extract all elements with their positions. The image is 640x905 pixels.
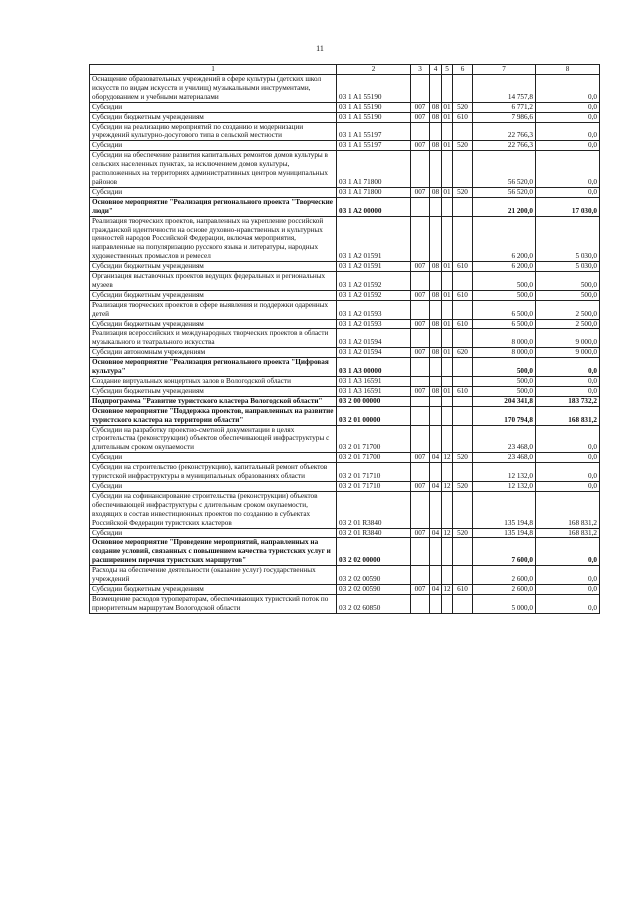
- table-row: [90, 538, 600, 566]
- row-grbs-cell: 007: [411, 348, 430, 358]
- table-row: [90, 386, 600, 396]
- row-amount-2020-cell: 5 030,0: [536, 262, 600, 272]
- row-pr-cell: [442, 425, 453, 453]
- row-code-cell: 03 1 A2 01593: [337, 319, 411, 329]
- table-row: [90, 491, 600, 528]
- row-amount-2019-cell: 6 500,0: [473, 319, 536, 329]
- row-name-cell: Субсидии: [90, 187, 337, 197]
- row-rz-cell: 04: [430, 481, 442, 491]
- row-amount-2020-cell: 0,0: [536, 594, 600, 613]
- header-cell-8: 8: [536, 65, 600, 75]
- row-amount-2020-cell: 0,0: [536, 122, 600, 141]
- row-amount-2019-cell: 22 766,3: [473, 141, 536, 151]
- row-amount-2020-cell: 0,0: [536, 481, 600, 491]
- row-pr-cell: [442, 300, 453, 319]
- row-vr-cell: 520: [453, 102, 473, 112]
- table-row: [90, 594, 600, 613]
- row-amount-2019-cell: 8 000,0: [473, 329, 536, 348]
- row-amount-2019-cell: 56 520,0: [473, 187, 536, 197]
- row-amount-2019-cell: 170 794,8: [473, 406, 536, 425]
- row-grbs-cell: 007: [411, 319, 430, 329]
- row-name-cell: Субсидии бюджетным учреждениям: [90, 319, 337, 329]
- row-amount-2019-cell: 6 500,0: [473, 300, 536, 319]
- row-pr-cell: 01: [443, 141, 451, 150]
- row-code-cell: 03 1 A3 16591: [337, 386, 411, 396]
- row-code-cell: 03 2 01 R3840: [337, 528, 411, 538]
- table-row: [90, 151, 600, 188]
- row-name-cell: Основное мероприятие "Реализация регионального проекта "Цифровая культура": [90, 358, 337, 377]
- row-name-cell: Субсидии на строительство (реконструкцию), капитальный ремонт объектов туристской инфраструктуры в муниципальных образованиях области: [90, 463, 337, 482]
- table-row: [90, 319, 600, 329]
- row-name-cell: Субсидии: [90, 528, 337, 538]
- row-rz-cell: 08: [430, 112, 442, 122]
- row-rz-cell: 04: [430, 584, 442, 594]
- row-vr-cell: [453, 197, 473, 216]
- table-row: [90, 425, 600, 453]
- row-amount-2020-cell: 500,0: [536, 272, 600, 291]
- row-pr-cell: 12: [443, 584, 451, 593]
- table-row: [90, 377, 600, 387]
- row-code-cell: 03 2 02 60850: [337, 594, 411, 613]
- header-cell-2: 2: [337, 65, 411, 75]
- row-name-cell: Субсидии на реализацию мероприятий по созданию и модернизации учреждений культурно-досугового типа в сельской местности: [90, 122, 337, 141]
- row-amount-2020-cell: 0,0: [536, 151, 600, 188]
- table-row: [90, 463, 600, 482]
- table-row: [90, 481, 600, 491]
- row-pr-cell: [442, 75, 453, 103]
- row-name-cell: Расходы на обеспечение деятельности (оказание услуг) государственных учреждений: [90, 566, 337, 585]
- row-name-cell: Субсидии на обеспечение развития капитальных ремонтов домов культуры в сельских населенных пунктах, за исключением домов культуры, расположенных на территориях административных центров муниципальных районов: [90, 151, 337, 188]
- row-name-cell: Субсидии бюджетным учреждениям: [90, 290, 337, 300]
- row-amount-2019-cell: 14 757,8: [473, 75, 536, 103]
- row-amount-2020-cell: 168 831,2: [536, 406, 600, 425]
- table-row: [90, 187, 600, 197]
- row-amount-2020-cell: 9 000,0: [536, 348, 600, 358]
- row-code-cell: 03 1 A1 71800: [337, 187, 411, 197]
- row-rz-cell: [430, 122, 442, 141]
- row-code-cell: 03 1 A2 01591: [337, 216, 411, 262]
- row-amount-2019-cell: 21 200,0: [473, 197, 536, 216]
- row-name-cell: Субсидии бюджетным учреждениям: [90, 112, 337, 122]
- table-row: [90, 262, 600, 272]
- row-code-cell: 03 1 A1 55190: [337, 112, 411, 122]
- row-amount-2020-cell: 9 000,0: [536, 329, 600, 348]
- row-grbs-cell: [411, 463, 430, 482]
- row-amount-2020-cell: 2 500,0: [536, 300, 600, 319]
- row-amount-2020-cell: 0,0: [536, 102, 600, 112]
- row-amount-2020-cell: 0,0: [536, 377, 600, 387]
- row-name-cell: Субсидии: [90, 453, 337, 463]
- row-vr-cell: [453, 329, 473, 348]
- row-vr-cell: [453, 425, 473, 453]
- row-code-cell: 03 1 A3 00000: [337, 358, 411, 377]
- page-number: 11: [316, 44, 324, 53]
- row-amount-2019-cell: 7 986,6: [473, 112, 536, 122]
- row-vr-cell: 610: [453, 262, 473, 272]
- row-rz-cell: 08: [430, 348, 442, 358]
- row-vr-cell: [453, 594, 473, 613]
- row-rz-cell: [430, 396, 442, 406]
- row-code-cell: 03 1 A1 71800: [337, 151, 411, 188]
- row-rz-cell: [430, 272, 442, 291]
- row-name-cell: Субсидии бюджетным учреждениям: [90, 262, 337, 272]
- row-grbs-cell: [411, 538, 430, 566]
- row-code-cell: 03 1 A2 01592: [337, 290, 411, 300]
- row-grbs-cell: [411, 75, 430, 103]
- row-vr-cell: [453, 566, 473, 585]
- row-vr-cell: [453, 151, 473, 188]
- row-name-cell: Создание виртуальных концертных залов в Вологодской области: [90, 377, 337, 387]
- row-code-cell: 03 1 A1 55197: [337, 141, 411, 151]
- row-amount-2020-cell: 17 030,0: [536, 197, 600, 216]
- row-amount-2019-cell: 500,0: [473, 386, 536, 396]
- row-code-cell: 03 2 00 00000: [337, 396, 411, 406]
- row-grbs-cell: [411, 329, 430, 348]
- row-pr-cell: [442, 491, 453, 528]
- row-pr-cell: [442, 151, 453, 188]
- table-row: [90, 396, 600, 406]
- row-amount-2020-cell: 168 831,2: [536, 528, 600, 538]
- table-row: [90, 584, 600, 594]
- row-amount-2019-cell: 22 766,3: [473, 122, 536, 141]
- row-rz-cell: [430, 566, 442, 585]
- row-rz-cell: 08: [430, 386, 442, 396]
- row-vr-cell: [453, 377, 473, 387]
- row-vr-cell: 610: [453, 290, 473, 300]
- table-row: [90, 566, 600, 585]
- row-grbs-cell: [411, 216, 430, 262]
- row-pr-cell: 01: [443, 187, 451, 196]
- row-name-cell: Реализация творческих проектов в сфере выявления и поддержки одаренных детей: [90, 300, 337, 319]
- row-vr-cell: [453, 122, 473, 141]
- row-grbs-cell: 007: [411, 187, 430, 197]
- header-cell-3: 3: [411, 65, 430, 75]
- row-pr-cell: 12: [443, 453, 451, 462]
- row-vr-cell: 520: [453, 528, 473, 538]
- row-name-cell: Субсидии автономным учреждениям: [90, 348, 337, 358]
- row-pr-cell: 01: [443, 290, 451, 299]
- row-pr-cell: [442, 594, 453, 613]
- table-row: [90, 141, 600, 151]
- row-rz-cell: 08: [430, 262, 442, 272]
- row-grbs-cell: [411, 377, 430, 387]
- row-rz-cell: 08: [430, 319, 442, 329]
- row-rz-cell: [430, 594, 442, 613]
- row-amount-2020-cell: 0,0: [536, 463, 600, 482]
- row-code-cell: 03 1 A2 01594: [337, 348, 411, 358]
- row-grbs-cell: [411, 358, 430, 377]
- row-rz-cell: 04: [430, 528, 442, 538]
- header-cell-5: 5: [442, 65, 453, 75]
- row-name-cell: Подпрограмма "Развитие туристского кластера Вологодской области": [90, 396, 337, 406]
- row-pr-cell: [442, 538, 453, 566]
- row-amount-2019-cell: 135 194,8: [473, 491, 536, 528]
- table-row: [90, 528, 600, 538]
- row-rz-cell: [430, 75, 442, 103]
- row-grbs-cell: [411, 272, 430, 291]
- row-pr-cell: 01: [443, 386, 451, 395]
- row-pr-cell: 01: [443, 348, 451, 357]
- row-amount-2020-cell: 0,0: [536, 187, 600, 197]
- row-amount-2019-cell: 8 000,0: [473, 348, 536, 358]
- row-code-cell: 03 1 A2 01594: [337, 329, 411, 348]
- row-pr-cell: 01: [443, 319, 451, 328]
- row-grbs-cell: 007: [411, 584, 430, 594]
- table-row: [90, 75, 600, 103]
- row-amount-2020-cell: 0,0: [536, 425, 600, 453]
- row-pr-cell: [442, 463, 453, 482]
- table-row: [90, 122, 600, 141]
- row-code-cell: 03 1 A2 01592: [337, 272, 411, 291]
- row-pr-cell: [442, 272, 453, 291]
- row-name-cell: Оснащение образовательных учреждений в сфере культуры (детских школ искусств по видам искусств и училищ) музыкальными инструментами, оборудованием и учебными материалами: [90, 75, 337, 103]
- row-grbs-cell: 007: [411, 481, 430, 491]
- row-rz-cell: [430, 463, 442, 482]
- header-cell-4: 4: [430, 65, 442, 75]
- row-pr-cell: [442, 396, 453, 406]
- budget-table: [89, 64, 600, 614]
- table-row: [90, 300, 600, 319]
- row-amount-2019-cell: 500,0: [473, 272, 536, 291]
- row-amount-2019-cell: 500,0: [473, 290, 536, 300]
- table-row: [90, 216, 600, 262]
- row-name-cell: Основное мероприятие "Реализация регионального проекта "Творческие люди": [90, 197, 337, 216]
- row-amount-2019-cell: 135 194,8: [473, 528, 536, 538]
- row-vr-cell: 520: [453, 187, 473, 197]
- row-amount-2019-cell: 6 200,0: [473, 216, 536, 262]
- row-amount-2020-cell: 2 500,0: [536, 319, 600, 329]
- row-pr-cell: [442, 122, 453, 141]
- row-vr-cell: 610: [453, 112, 473, 122]
- row-vr-cell: [453, 396, 473, 406]
- row-grbs-cell: 007: [411, 102, 430, 112]
- row-code-cell: 03 1 A3 16591: [337, 377, 411, 387]
- row-rz-cell: [430, 358, 442, 377]
- row-code-cell: 03 2 02 00590: [337, 584, 411, 594]
- row-grbs-cell: [411, 566, 430, 585]
- row-code-cell: 03 2 01 71700: [337, 425, 411, 453]
- row-amount-2020-cell: 5 030,0: [536, 216, 600, 262]
- row-pr-cell: [442, 216, 453, 262]
- row-amount-2020-cell: 168 831,2: [536, 491, 600, 528]
- row-amount-2019-cell: 6 771,2: [473, 102, 536, 112]
- table-row: [90, 290, 600, 300]
- row-grbs-cell: 007: [411, 112, 430, 122]
- row-pr-cell: 01: [443, 112, 451, 121]
- row-grbs-cell: 007: [411, 453, 430, 463]
- row-code-cell: 03 2 02 00000: [337, 538, 411, 566]
- row-rz-cell: [430, 329, 442, 348]
- row-rz-cell: 08: [430, 141, 442, 151]
- table-row: [90, 272, 600, 291]
- row-amount-2019-cell: 500,0: [473, 377, 536, 387]
- row-amount-2019-cell: 204 341,8: [473, 396, 536, 406]
- table-row: [90, 406, 600, 425]
- row-code-cell: 03 2 02 00590: [337, 566, 411, 585]
- row-grbs-cell: [411, 594, 430, 613]
- row-code-cell: 03 1 A2 01591: [337, 262, 411, 272]
- row-name-cell: Субсидии: [90, 481, 337, 491]
- row-pr-cell: [442, 197, 453, 216]
- row-code-cell: 03 2 01 71710: [337, 481, 411, 491]
- row-name-cell: Субсидии: [90, 102, 337, 112]
- row-rz-cell: 08: [430, 187, 442, 197]
- row-vr-cell: [453, 463, 473, 482]
- row-rz-cell: [430, 538, 442, 566]
- row-code-cell: 03 1 A1 55197: [337, 122, 411, 141]
- row-name-cell: Субсидии бюджетным учреждениям: [90, 584, 337, 594]
- row-pr-cell: [442, 566, 453, 585]
- row-vr-cell: 520: [453, 481, 473, 491]
- row-rz-cell: [430, 151, 442, 188]
- row-vr-cell: 610: [453, 319, 473, 329]
- row-amount-2020-cell: 0,0: [536, 453, 600, 463]
- row-amount-2020-cell: 0,0: [536, 112, 600, 122]
- row-code-cell: 03 2 01 71710: [337, 463, 411, 482]
- row-amount-2020-cell: 500,0: [536, 290, 600, 300]
- row-amount-2019-cell: 500,0: [473, 358, 536, 377]
- table-row: [90, 112, 600, 122]
- row-amount-2019-cell: 2 600,0: [473, 566, 536, 585]
- header-cell-1: 1: [90, 65, 337, 75]
- header-cell-7: 7: [473, 65, 536, 75]
- row-code-cell: 03 1 A1 55190: [337, 75, 411, 103]
- row-pr-cell: [442, 406, 453, 425]
- row-vr-cell: [453, 538, 473, 566]
- row-amount-2020-cell: 0,0: [536, 358, 600, 377]
- row-name-cell: Организация выставочных проектов ведущих федеральных и региональных музеев: [90, 272, 337, 291]
- row-name-cell: Субсидии бюджетным учреждениям: [90, 386, 337, 396]
- row-rz-cell: 08: [430, 102, 442, 112]
- row-rz-cell: [430, 300, 442, 319]
- row-amount-2020-cell: 0,0: [536, 584, 600, 594]
- row-grbs-cell: [411, 425, 430, 453]
- row-amount-2020-cell: 0,0: [536, 386, 600, 396]
- row-code-cell: 03 2 01 R3840: [337, 491, 411, 528]
- row-amount-2019-cell: 23 468,0: [473, 425, 536, 453]
- row-pr-cell: 01: [443, 102, 451, 111]
- row-grbs-cell: 007: [411, 290, 430, 300]
- row-pr-cell: [442, 358, 453, 377]
- table-row: [90, 197, 600, 216]
- row-pr-cell: [442, 377, 453, 387]
- row-grbs-cell: 007: [411, 386, 430, 396]
- row-amount-2019-cell: 12 132,0: [473, 481, 536, 491]
- row-amount-2020-cell: 0,0: [536, 566, 600, 585]
- row-grbs-cell: [411, 396, 430, 406]
- row-amount-2019-cell: 5 000,0: [473, 594, 536, 613]
- row-vr-cell: 610: [453, 584, 473, 594]
- row-grbs-cell: 007: [411, 528, 430, 538]
- row-vr-cell: [453, 216, 473, 262]
- row-rz-cell: 08: [430, 290, 442, 300]
- row-amount-2019-cell: 2 600,0: [473, 584, 536, 594]
- row-vr-cell: 620: [453, 348, 473, 358]
- row-grbs-cell: [411, 151, 430, 188]
- row-amount-2020-cell: 183 732,2: [536, 396, 600, 406]
- row-rz-cell: 04: [430, 453, 442, 463]
- table-body: [90, 75, 600, 614]
- row-vr-cell: [453, 75, 473, 103]
- table-row: [90, 102, 600, 112]
- row-amount-2019-cell: 6 200,0: [473, 262, 536, 272]
- row-vr-cell: 520: [453, 453, 473, 463]
- table-header-row: [90, 65, 600, 75]
- row-name-cell: Субсидии на софинансирование строительства (реконструкции) объектов обеспечивающей инфраструктуры с длительным сроком окупаемости, входящих в состав инвестиционных проектов по созданию в субъектах Российской Федерации туристских кластеров: [90, 491, 337, 528]
- row-grbs-cell: 007: [411, 141, 430, 151]
- row-rz-cell: [430, 491, 442, 528]
- row-grbs-cell: [411, 300, 430, 319]
- table-row: [90, 358, 600, 377]
- row-rz-cell: [430, 406, 442, 425]
- row-pr-cell: [442, 329, 453, 348]
- row-grbs-cell: [411, 197, 430, 216]
- row-vr-cell: [453, 300, 473, 319]
- row-code-cell: 03 1 A2 01593: [337, 300, 411, 319]
- row-code-cell: 03 2 01 71700: [337, 453, 411, 463]
- row-rz-cell: [430, 197, 442, 216]
- row-vr-cell: [453, 272, 473, 291]
- row-name-cell: Основное мероприятие "Проведение мероприятий, направленных на создание условий, связанных с повышением качества туристских услуг и расширением перечня туристских маршрутов": [90, 538, 337, 566]
- row-amount-2020-cell: 0,0: [536, 141, 600, 151]
- row-amount-2019-cell: 7 600,0: [473, 538, 536, 566]
- row-amount-2019-cell: 12 132,0: [473, 463, 536, 482]
- row-amount-2019-cell: 56 520,0: [473, 151, 536, 188]
- row-vr-cell: 520: [453, 141, 473, 151]
- row-rz-cell: [430, 216, 442, 262]
- table-row: [90, 348, 600, 358]
- row-code-cell: 03 2 01 00000: [337, 406, 411, 425]
- table-row: [90, 453, 600, 463]
- row-grbs-cell: 007: [411, 262, 430, 272]
- table-row: [90, 329, 600, 348]
- row-amount-2020-cell: 0,0: [536, 538, 600, 566]
- row-code-cell: 03 1 A2 00000: [337, 197, 411, 216]
- row-name-cell: Реализация творческих проектов, направленных на укрепление российской гражданской идентичности на основе духовно-нравственных и культурных ценностей народов Российской Федерации, включая мероприятия, направленные на популяризацию русского языка и литературы, народных художественных промыслов и ремесел: [90, 216, 337, 262]
- row-name-cell: Основное мероприятие "Поддержка проектов, направленных на развитие туристского кластера на территории области": [90, 406, 337, 425]
- row-rz-cell: [430, 425, 442, 453]
- row-rz-cell: [430, 377, 442, 387]
- row-vr-cell: [453, 358, 473, 377]
- row-name-cell: Субсидии: [90, 141, 337, 151]
- row-vr-cell: 610: [453, 386, 473, 396]
- row-name-cell: Субсидии на разработку проектно-сметной документации в целях строительства (реконструкции) объектов обеспечивающей инфраструктуры с длительным сроком окупаемости: [90, 425, 337, 453]
- row-grbs-cell: [411, 491, 430, 528]
- row-pr-cell: 12: [443, 481, 451, 490]
- row-name-cell: Реализация всероссийских и международных творческих проектов в области музыкального и театрального искусства: [90, 329, 337, 348]
- row-pr-cell: 12: [443, 528, 451, 537]
- header-cell-6: 6: [453, 65, 473, 75]
- row-grbs-cell: [411, 406, 430, 425]
- row-vr-cell: [453, 406, 473, 425]
- row-name-cell: Возмещение расходов туроператорам, обеспечивающих туристский поток по приоритетным маршрутам Вологодской области: [90, 594, 337, 613]
- row-amount-2020-cell: 0,0: [536, 75, 600, 103]
- row-grbs-cell: [411, 122, 430, 141]
- row-pr-cell: 01: [443, 262, 451, 271]
- row-amount-2019-cell: 23 468,0: [473, 453, 536, 463]
- row-code-cell: 03 1 A1 55190: [337, 102, 411, 112]
- row-vr-cell: [453, 491, 473, 528]
